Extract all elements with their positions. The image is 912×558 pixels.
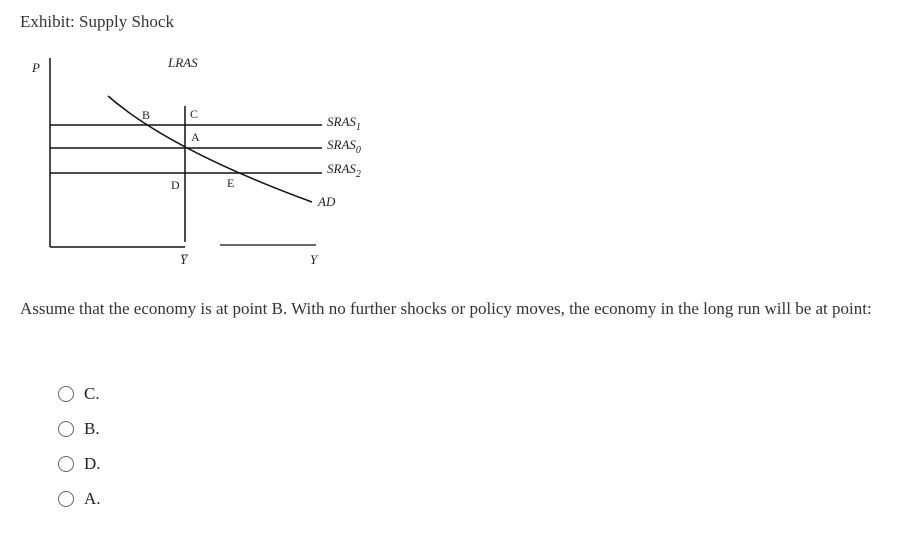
exhibit-title: Exhibit: Supply Shock bbox=[20, 12, 174, 31]
choice-a[interactable] bbox=[58, 481, 101, 516]
choice-b[interactable] bbox=[58, 411, 101, 446]
point-c-label: C bbox=[190, 107, 199, 121]
choice-c[interactable] bbox=[58, 376, 101, 411]
radio-button-icon[interactable] bbox=[58, 456, 74, 472]
radio-button-icon[interactable] bbox=[58, 491, 74, 507]
y-axis-label: Y bbox=[310, 252, 318, 267]
radio-button-icon[interactable] bbox=[58, 421, 74, 437]
p-axis-label: P bbox=[32, 60, 40, 75]
sras0-label: $SRAS_0$ bbox=[327, 137, 361, 156]
choice-label: B. bbox=[84, 418, 100, 438]
point-e-label: E bbox=[227, 176, 235, 190]
choice-label: A. bbox=[84, 488, 101, 508]
lras-label: LRAS bbox=[168, 55, 198, 70]
point-d-label: D bbox=[171, 178, 180, 192]
sras1-label: $SRAS_1$ bbox=[327, 114, 361, 133]
point-a-label: A bbox=[191, 130, 200, 144]
point-b-label: B bbox=[142, 108, 151, 122]
radio-button-icon[interactable] bbox=[58, 386, 74, 402]
question-text: Assume that the economy is at point B. With no further shocks or policy moves, the economy in the long run will be at point: bbox=[20, 299, 872, 318]
choice-label: C. bbox=[84, 383, 100, 403]
choice-label: D. bbox=[84, 453, 101, 473]
sras2-label: $SRAS_2$ bbox=[327, 161, 361, 180]
ad-label: AD bbox=[318, 194, 336, 209]
ad-curve bbox=[108, 96, 312, 202]
ybar-label: Y̅ bbox=[180, 252, 188, 267]
answer-choices bbox=[58, 376, 101, 516]
choice-d[interactable] bbox=[58, 446, 101, 481]
